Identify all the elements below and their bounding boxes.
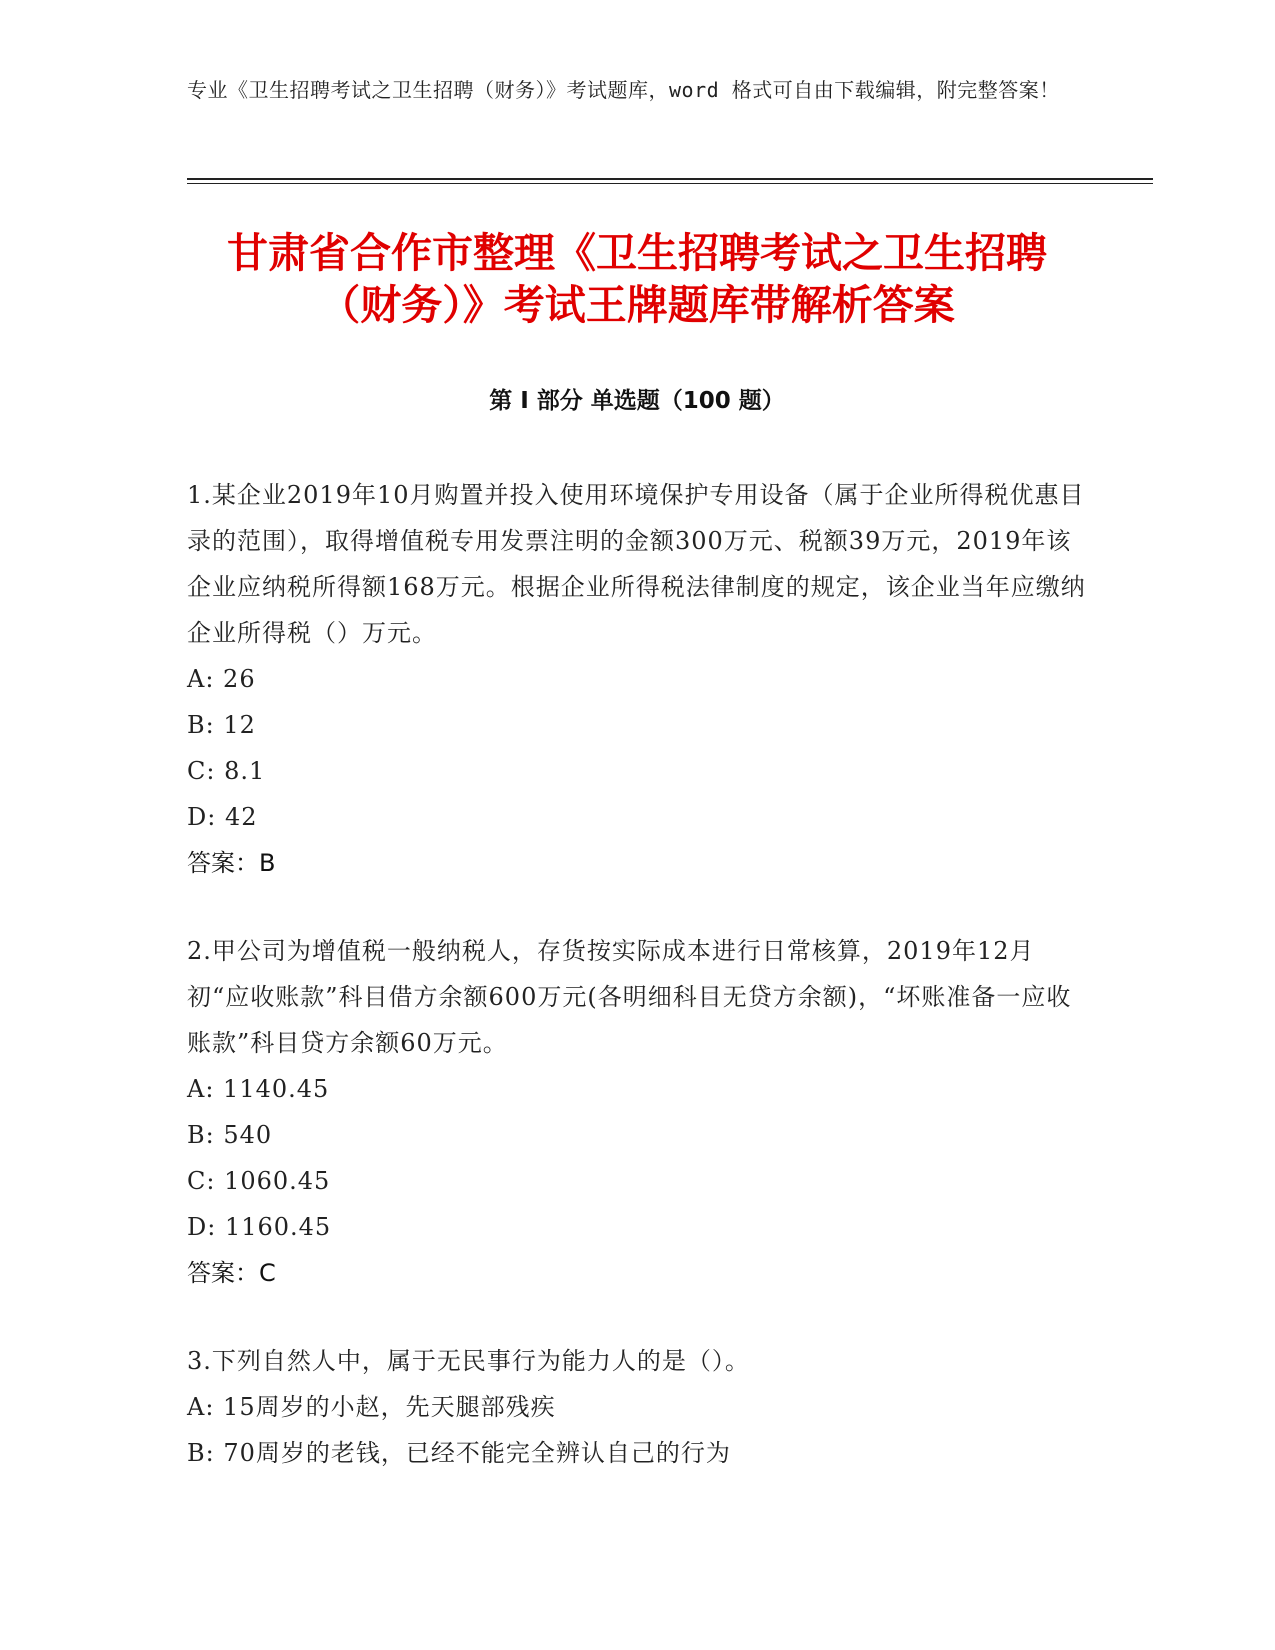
question-3 <box>187 1338 1087 1476</box>
option-a: A: 15周岁的小赵，先天腿部残疾 <box>187 1393 556 1421</box>
answer: 答案：C <box>187 1259 276 1287</box>
option-a: A: 26 <box>187 665 256 693</box>
question-stem: 3.下列自然人中，属于无民事行为能力人的是（）。 <box>187 1347 750 1375</box>
option-c: C: 1060.45 <box>187 1167 331 1195</box>
question-2 <box>187 928 1087 1296</box>
option-b: B: 540 <box>187 1121 273 1149</box>
header-note: 专业《卫生招聘考试之卫生招聘（财务）》考试题库，word 格式可自由下载编辑，附完整答案！ <box>187 78 1060 102</box>
section-heading: 第 I 部分 单选题（100 题） <box>489 388 785 414</box>
question-stem: 1.某企业2019年10月购置并投入使用环境保护专用设备（属于企业所得税优惠目录的范围），取得增值税专用发票注明的金额300万元、税额39万元，2019年该企业应纳税所得额168万元。根据企业所得税法律制度的规定，该企业当年应缴纳企业所得税（）万元。 <box>187 481 1086 647</box>
option-b: B: 70周岁的老钱，已经不能完全辨认自己的行为 <box>187 1439 731 1467</box>
question-1 <box>187 472 1087 886</box>
option-b: B: 12 <box>187 711 256 739</box>
option-d: D: 42 <box>187 803 258 831</box>
document-title: 甘肃省合作市整理《卫生招聘考试之卫生招聘（财务）》考试王牌题库带解析答案 <box>227 229 1047 329</box>
header-rule-thick <box>187 178 1153 180</box>
answer: 答案：B <box>187 849 276 877</box>
option-a: A: 1140.45 <box>187 1075 330 1103</box>
question-stem: 2.甲公司为增值税一般纳税人，存货按实际成本进行日常核算，2019年12月初“应收账款”科目借方余额600万元(各明细科目无贷方余额)，“坏账准备一应收账款”科目贷方余额60万元。 <box>187 937 1072 1057</box>
option-d: D: 1160.45 <box>187 1213 332 1241</box>
header-rule-thin <box>187 183 1153 184</box>
option-c: C: 8.1 <box>187 757 266 785</box>
